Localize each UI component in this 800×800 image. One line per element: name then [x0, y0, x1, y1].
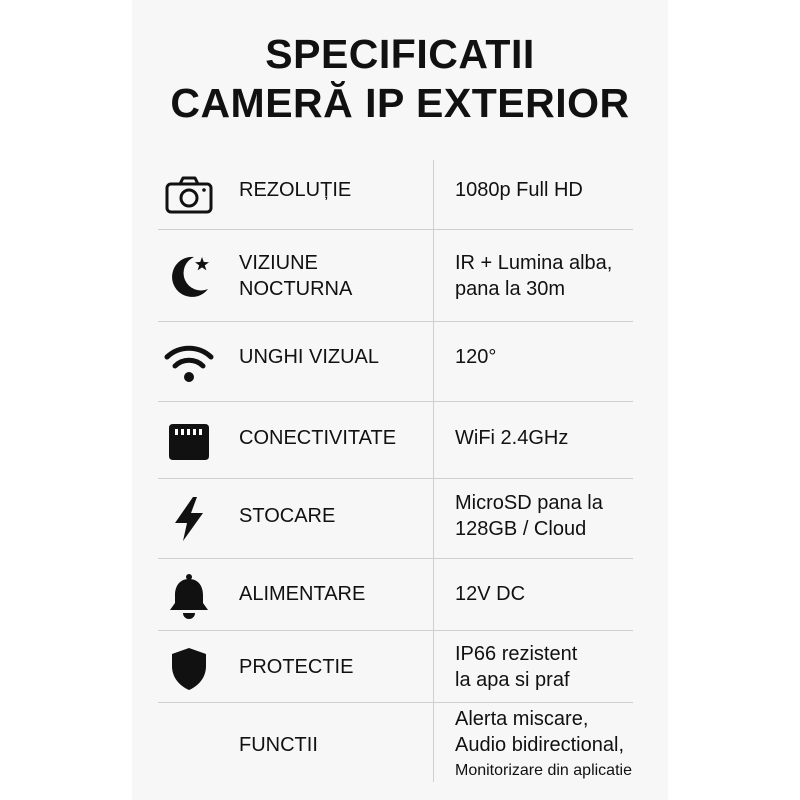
spec-label: UNGHI VIZUAL	[239, 346, 380, 368]
spec-value: Alerta miscare, Audio bidirectional, Monitorizare din aplicatie	[455, 708, 632, 779]
spec-value: 12V DC	[455, 583, 526, 605]
title-line-1: SPECIFICATII	[265, 31, 535, 77]
spec-row-viziune	[158, 230, 633, 322]
lightning-icon	[164, 494, 214, 544]
moon-star-icon	[164, 251, 214, 301]
spec-value: IR + Lumina alba, pana la 30m	[455, 252, 613, 300]
spec-value: 1080p Full HD	[455, 179, 583, 201]
spec-row-alimentare	[158, 559, 633, 631]
spec-label: VIZIUNE NOCTURNA	[239, 252, 353, 300]
spec-value: MicroSD pana la 128GB / Cloud	[455, 492, 603, 540]
spec-value: WiFi 2.4GHz	[455, 427, 569, 449]
spec-row-protectie	[158, 631, 633, 703]
sd-card-icon	[164, 417, 214, 467]
wifi-icon	[164, 338, 214, 388]
spec-label: PROTECTIE	[239, 656, 354, 678]
spec-label: STOCARE	[239, 505, 336, 527]
spec-label: ALIMENTARE	[239, 583, 366, 605]
spec-label: FUNCTII	[239, 734, 318, 756]
spec-label: REZOLUȚIE	[239, 179, 352, 201]
shield-icon	[164, 644, 214, 694]
spec-row-unghi	[158, 322, 633, 402]
title-line-2: CAMERĂ IP EXTERIOR	[170, 80, 630, 126]
page-title	[0, 30, 800, 128]
bell-icon	[164, 571, 214, 621]
spec-value: 120°	[455, 346, 497, 368]
spec-row-stocare	[158, 479, 633, 559]
spec-row-conectivitate	[158, 402, 633, 479]
spec-row-rezolutie	[158, 160, 633, 230]
spec-label: CONECTIVITATE	[239, 427, 397, 449]
camera-icon	[164, 170, 214, 220]
spec-value: IP66 rezistent la apa si praf	[455, 643, 578, 691]
spec-row-functii	[158, 703, 633, 789]
